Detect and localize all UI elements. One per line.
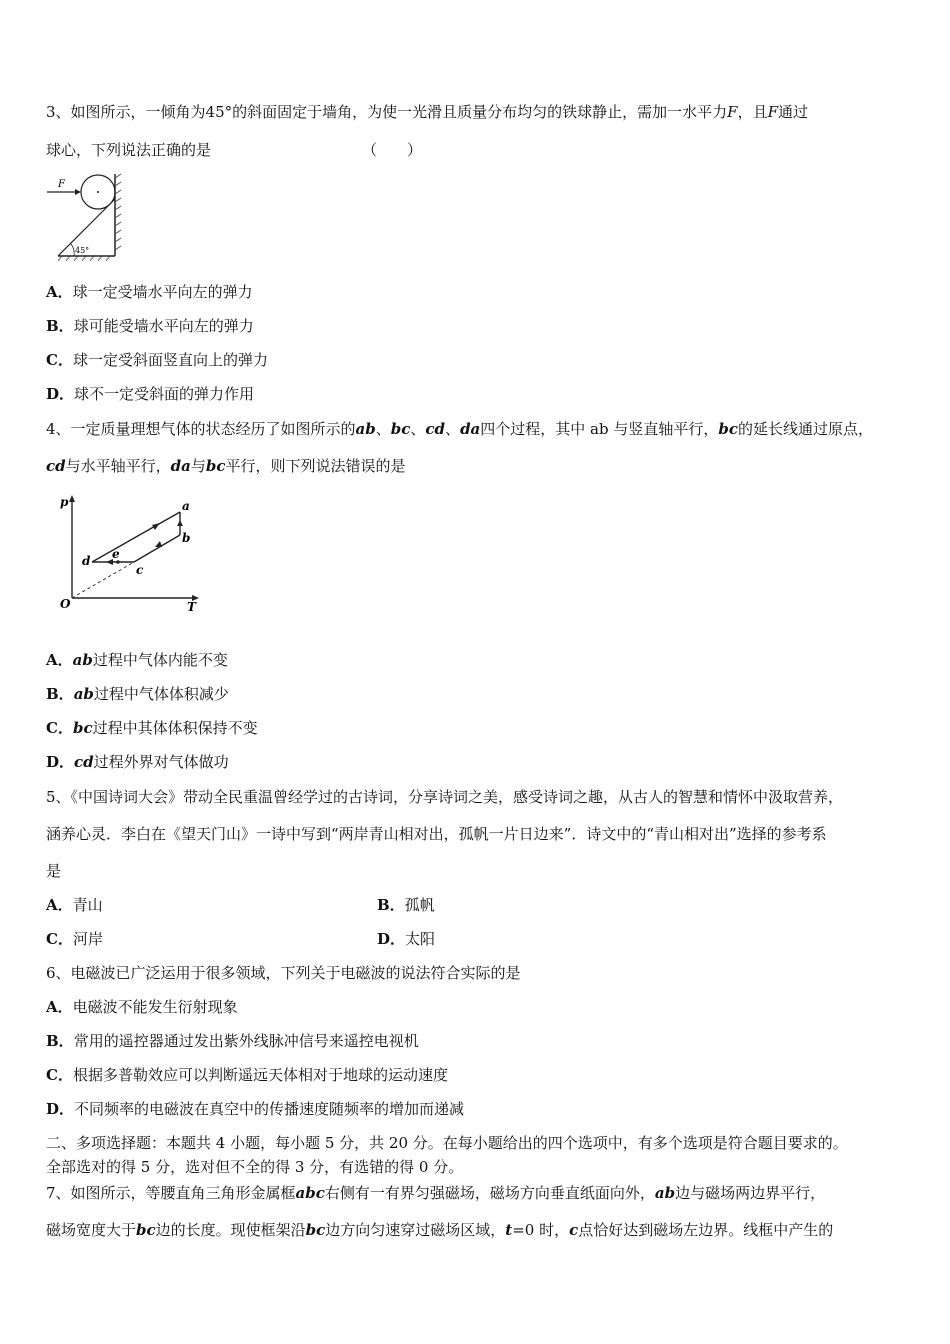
- q5-option-d[interactable]: D．太阳: [377, 930, 436, 948]
- p-axis-arrow-icon: [69, 495, 75, 502]
- origin-label: O: [60, 597, 71, 611]
- force-arrow-icon: [75, 189, 81, 195]
- point-e-label: e: [112, 547, 120, 561]
- section2-header-line2: 全部选对的得 5 分，选对但不全的得 3 分，有选错的得 0 分。: [46, 1158, 464, 1176]
- q3-stem-line2: 球心，下列说法正确的是: [46, 141, 212, 159]
- q6-option-b[interactable]: B．常用的遥控器通过发出紫外线脉冲信号来遥控电视机: [46, 1032, 419, 1050]
- q5-option-b[interactable]: B．孤帆: [377, 896, 435, 914]
- p-axis-label: p: [60, 495, 69, 509]
- q3-option-a[interactable]: A．球一定受墙水平向左的弹力: [46, 283, 253, 301]
- q6-stem: 6、电磁波已广泛运用于很多领域，下列关于电磁波的说法符合实际的是: [46, 964, 521, 982]
- point-d-label: d: [82, 554, 91, 568]
- q3-answer-paren: （ ）: [362, 141, 423, 159]
- q4-option-b[interactable]: B．ab过程中气体体积减少: [46, 685, 229, 703]
- point-c-label: c: [136, 563, 144, 577]
- q6-option-d[interactable]: D．不同频率的电磁波在真空中的传播速度随频率的增加而递减: [46, 1100, 465, 1118]
- q3-force-label: F: [58, 179, 65, 190]
- q4-option-d[interactable]: D．cd过程外界对气体做功: [46, 753, 229, 771]
- q6-option-a[interactable]: A．电磁波不能发生衍射现象: [46, 998, 238, 1016]
- q3-option-d[interactable]: D．球不一定受斜面的弹力作用: [46, 385, 255, 403]
- point-b-label: b: [182, 531, 191, 545]
- q3-stem-line1: 3、如图所示，一倾角为45°的斜面固定于墙角，为使一光滑且质量分布均匀的铁球静止，需加一水平力F，且F通过: [46, 103, 809, 121]
- q4-pT-diagram: [56, 490, 206, 614]
- t-axis-label: T: [187, 600, 196, 614]
- q4-stem-line1: 4、一定质量理想气体的状态经历了如图所示的ab、bc、cd、da四个过程，其中 ab 与竖直轴平行，bc的延长线通过原点，: [46, 420, 874, 438]
- q3-angle-label: 45°: [75, 246, 90, 255]
- section2-header-line1: 二、多项选择题：本题共 4 小题，每小题 5 分，共 20 分。在每小题给出的四个选项中，有多个选项是符合题目要求的。: [46, 1134, 848, 1152]
- q6-option-c[interactable]: C．根据多普勒效应可以判断遥远天体相对于地球的运动速度: [46, 1066, 448, 1084]
- q4-stem-line2: cd与水平轴平行，da与bc平行，则下列说法错误的是: [46, 457, 406, 475]
- q3-option-b[interactable]: B．球可能受墙水平向左的弹力: [46, 317, 254, 335]
- q5-stem-line3: 是: [46, 862, 62, 880]
- q5-option-c[interactable]: C．河岸: [46, 930, 103, 948]
- q5-stem-line1: 5、《中国诗词大会》带动全民重温曾经学过的古诗词，分享诗词之美，感受诗词之趣，从古人的智慧和情怀中汲取营养，: [46, 788, 844, 806]
- q4-option-c[interactable]: C．bc过程中其体体积保持不变: [46, 719, 258, 737]
- point-a-label: a: [182, 499, 190, 513]
- q7-stem-line2: 磁场宽度大于bc边的长度。现使框架沿bc边方向匀速穿过磁场区域，t=0 时，c点恰好达到磁场左边界。线框中产生的: [46, 1221, 834, 1239]
- q3-figure: [44, 170, 130, 262]
- q7-stem-line1: 7、如图所示，等腰直角三角形金属框abc右侧有一有界匀强磁场，磁场方向垂直纸面向外，ab边与磁场两边界平行，: [46, 1184, 826, 1202]
- q5-stem-line2: 涵养心灵．李白在《望天门山》一诗中写到“两岸青山相对出，孤帆一片日边来”．诗文中的“青山相对出”选择的参考系: [46, 825, 827, 843]
- q5-option-a[interactable]: A．青山: [46, 896, 103, 914]
- q4-option-a[interactable]: A．ab过程中气体内能不变: [46, 651, 228, 669]
- q3-option-c[interactable]: C．球一定受斜面竖直向上的弹力: [46, 351, 268, 369]
